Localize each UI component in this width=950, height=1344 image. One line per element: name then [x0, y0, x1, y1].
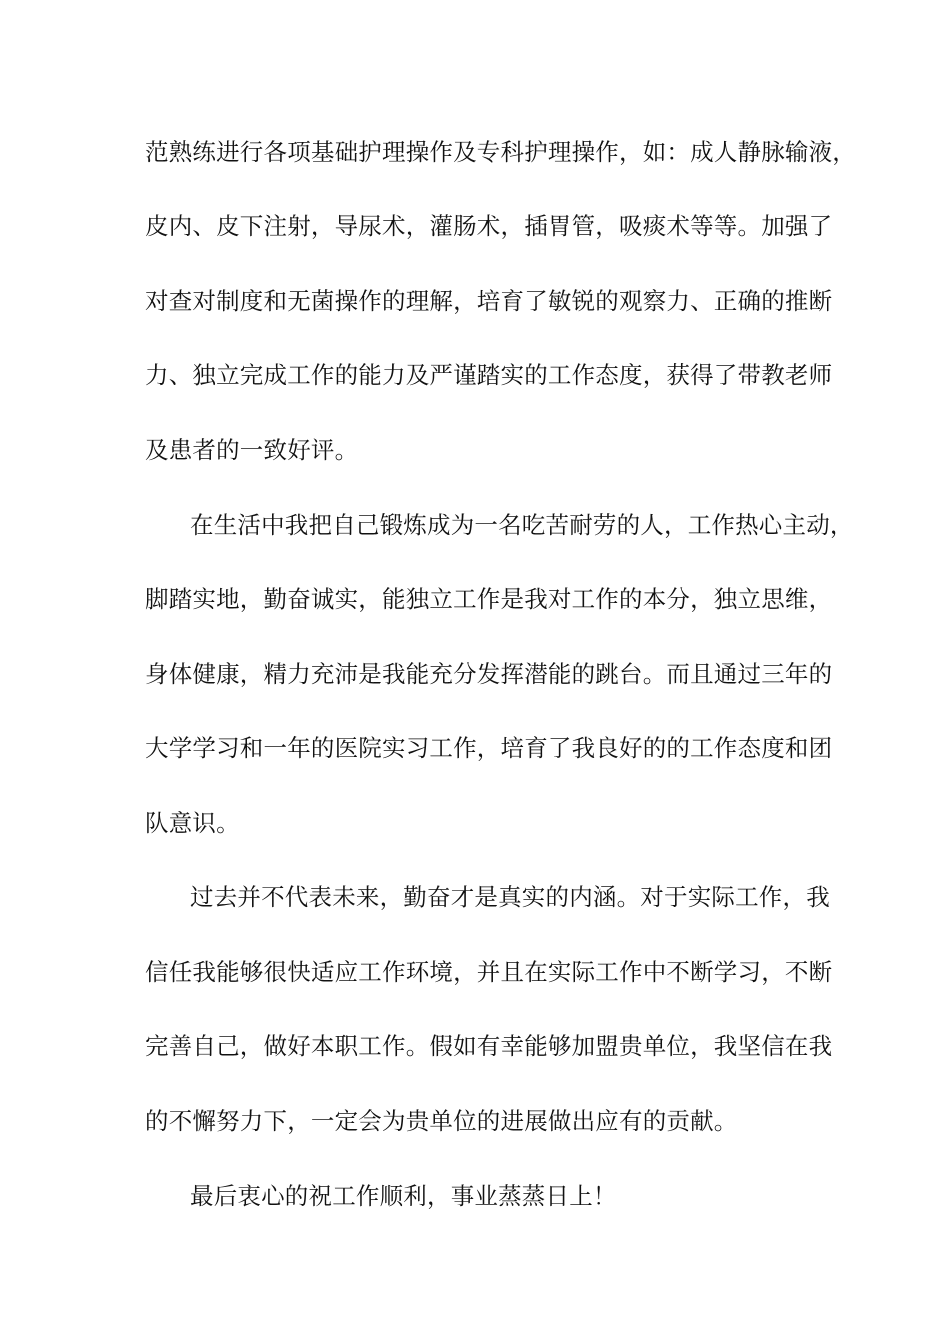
- text-line: 过去并不代表未来，勤奋才是真实的内涵。对于实际工作，我: [190, 883, 830, 911]
- text-line: 身体健康，精力充沛是我能充分发挥潜能的跳台。而且通过三年的: [145, 660, 833, 688]
- text-line: 完善自己，做好本职工作。假如有幸能够加盟贵单位，我坚信在我: [145, 1032, 833, 1060]
- text-line: 及患者的一致好评。: [145, 436, 359, 464]
- text-line: 的不懈努力下，一定会为贵单位的进展做出应有的贡献。: [145, 1107, 738, 1135]
- text-line: 大学学习和一年的医院实习工作，培育了我良好的的工作态度和团: [145, 734, 833, 762]
- text-line: 脚踏实地，勤奋诚实，能独立工作是我对工作的本分，独立思维，: [145, 585, 833, 613]
- text-line: 信任我能够很快适应工作环境，并且在实际工作中不断学习，不断: [145, 958, 833, 986]
- text-line: 力、独立完成工作的能力及严谨踏实的工作态度，获得了带教老师: [145, 361, 833, 389]
- text-line: 队意识。: [145, 809, 240, 837]
- text-line: 最后衷心的祝工作顺利，事业蒸蒸日上！: [190, 1182, 617, 1210]
- text-line: 对查对制度和无菌操作的理解，培育了敏锐的观察力、正确的推断: [145, 287, 833, 315]
- text-line: 皮内、皮下注射，导尿术，灌肠术，插胃管，吸痰术等等。加强了: [145, 212, 833, 240]
- text-line: 范熟练进行各项基础护理操作及专科护理操作，如：成人静脉输液，: [145, 138, 856, 166]
- text-line: 在生活中我把自己锻炼成为一名吃苦耐劳的人，工作热心主动，: [190, 511, 854, 539]
